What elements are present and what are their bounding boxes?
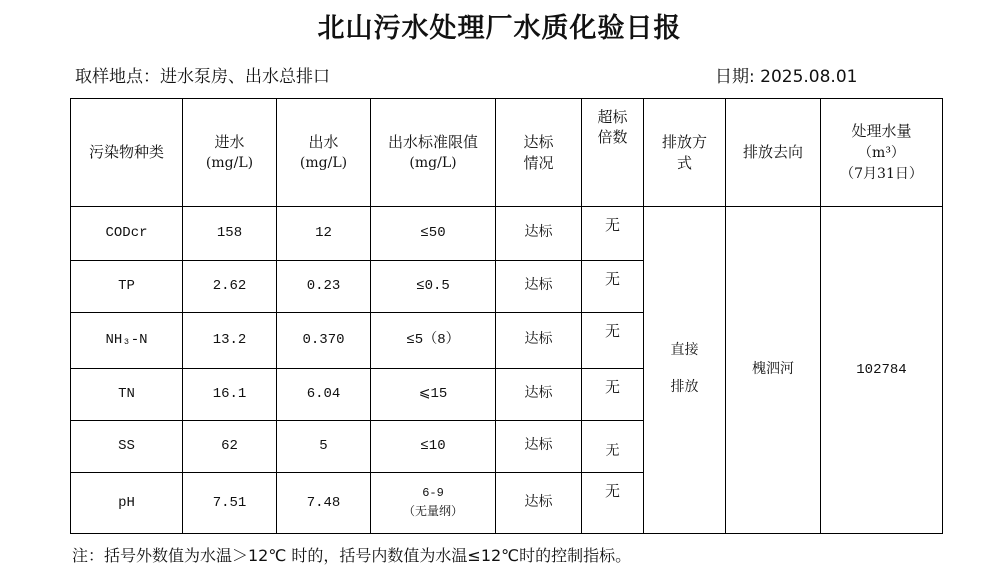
limit-value: 6-9 （无量纲） [371, 473, 496, 534]
limit-value: ≤50 [371, 207, 496, 261]
header-volume: 处理水量 （m³） （7月31日） [821, 99, 943, 207]
effluent-value: 0.370 [277, 313, 371, 369]
compliance-status: 达标 [496, 313, 582, 369]
table-row [71, 207, 943, 261]
compliance-status: 达标 [496, 369, 582, 421]
exceed-multiple: 无 [582, 369, 644, 421]
header-influent: 进水 (mg/L) [183, 99, 277, 207]
pollutant-name: TP [71, 261, 183, 313]
limit-note: （无量纲） [402, 504, 463, 518]
header-exceed: 超标 倍数 [582, 99, 644, 207]
exceed-multiple: 无 [582, 421, 644, 473]
limit-value: ≤5（8） [371, 313, 496, 369]
exceed-multiple: 无 [582, 207, 644, 261]
header-limit: 出水标准限值 (mg/L) [371, 99, 496, 207]
effluent-value: 0.23 [277, 261, 371, 313]
exceed-multiple: 无 [582, 313, 644, 369]
limit-value: ≤0.5 [371, 261, 496, 313]
influent-value: 158 [183, 207, 277, 261]
effluent-value: 12 [277, 207, 371, 261]
influent-value: 7.51 [183, 473, 277, 534]
influent-value: 62 [183, 421, 277, 473]
discharge-method: 直接 排放 [644, 207, 726, 534]
discharge-destination: 槐泗河 [726, 207, 821, 534]
header-effluent: 出水 (mg/L) [277, 99, 371, 207]
exceed-multiple: 无 [582, 261, 644, 313]
influent-value: 13.2 [183, 313, 277, 369]
pollutant-name: TN [71, 369, 183, 421]
sampling-location: 取样地点：进水泵房、出水总排口 [75, 67, 330, 87]
compliance-status: 达标 [496, 421, 582, 473]
header-discharge-destination: 排放去向 [726, 99, 821, 207]
report-title: 北山污水处理厂水质化验日报 [317, 13, 682, 44]
report-date: 日期: 2025.08.01 [715, 67, 858, 87]
header-discharge-method: 排放方 式 [644, 99, 726, 207]
pollutant-name: SS [71, 421, 183, 473]
influent-value: 16.1 [183, 369, 277, 421]
compliance-status: 达标 [496, 261, 582, 313]
footnote: 注：括号外数值为水温＞12℃ 时的，括号内数值为水温≤12℃时的控制指标。 [72, 546, 632, 565]
pollutant-name: NH₃-N [71, 313, 183, 369]
exceed-multiple: 无 [582, 473, 644, 534]
pollutant-name: pH [71, 473, 183, 534]
effluent-value: 7.48 [277, 473, 371, 534]
compliance-status: 达标 [496, 207, 582, 261]
limit-value: ⩽15 [371, 369, 496, 421]
compliance-status: 达标 [496, 473, 582, 534]
water-quality-table [70, 98, 943, 534]
limit-value: ≤10 [371, 421, 496, 473]
header-pollutant: 污染物种类 [71, 99, 183, 207]
header-compliance: 达标 情况 [496, 99, 582, 207]
influent-value: 2.62 [183, 261, 277, 313]
header-row [71, 99, 943, 207]
pollutant-name: CODcr [71, 207, 183, 261]
effluent-value: 6.04 [277, 369, 371, 421]
treated-volume: 102784 [821, 207, 943, 534]
effluent-value: 5 [277, 421, 371, 473]
